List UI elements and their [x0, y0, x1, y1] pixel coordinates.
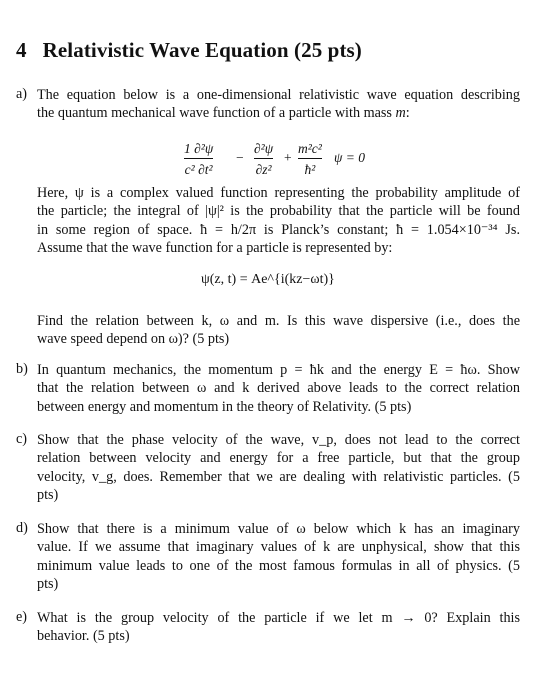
part-a-question — [37, 312, 520, 349]
eq-term-1: 1 ∂²ψ c² ∂t² — [184, 141, 214, 177]
part-c-line-3: velocity, v_g, does. Remember that we are dealing with relativistic particles. (5 — [37, 468, 520, 485]
part-e-line-2: behavior. (5 pts) — [37, 628, 130, 645]
part-b-label: b) — [16, 361, 28, 377]
part-a-question-line-2: wave speed depend on ω)? (5 pts) — [37, 331, 230, 348]
part-e-text — [37, 609, 520, 646]
part-d-line-4: pts) — [37, 576, 59, 593]
part-a-body-line-1: Here, ψ is a complex valued function representing the probability amplitude of — [37, 185, 520, 201]
part-a-intro-line-2: the quantum mechanical wave function of a particle with mass m: — [37, 105, 410, 122]
part-a-question-line-1: Find the relation between k, ω and m. Is this wave dispersive (i.e., does the — [37, 313, 520, 329]
part-c-line-4: pts) — [37, 487, 59, 504]
problem-number: 4 — [16, 38, 27, 62]
part-e-label: e) — [16, 609, 28, 625]
part-d-line-1: Show that there is a minimum value of ω below which k has an imaginary — [37, 521, 520, 537]
mass-symbol: m — [395, 105, 406, 122]
part-b-line-3: between energy and momentum in the theory of Relativity. (5 pts) — [37, 398, 412, 415]
eq-minus: − — [236, 150, 244, 165]
part-a-body-line-3: in some region of space. ħ = h/2π is Planck’s constant; ħ = 1.054×10⁻³⁴ Js. — [37, 221, 520, 238]
part-c-line-2: relation between velocity and energy for a free particle, but that the group — [37, 450, 520, 467]
problem-title: Relativistic Wave Equation (25 pts) — [42, 38, 362, 62]
eq-plus: + — [284, 150, 292, 165]
part-b-line-2: that the relation between ω and k derived above leads to the correct relation — [37, 380, 520, 397]
part-d-line-2: value. If we assume that imaginary values of k are unphysical, show that this — [37, 539, 520, 556]
part-a-label: a) — [16, 86, 28, 102]
part-c-line-1: Show that the phase velocity of the wave, v_p, does not lead to the correct — [37, 432, 520, 448]
eq-term-3: m²c² ħ² — [298, 141, 322, 177]
part-c-text — [37, 431, 520, 505]
part-a-body-line-4: Assume that the wave function for a particle is represented by: — [37, 240, 393, 257]
part-d-line-3: minimum value leads to one of the most famous formulas in all of physics. (5 — [37, 557, 520, 574]
part-d-label: d) — [16, 520, 28, 536]
part-a-body-line-2: the particle; the integral of |ψ|² is the probability that the particle will be found — [37, 203, 520, 220]
eq-tail: ψ = 0 — [334, 150, 365, 165]
part-a-body — [37, 184, 520, 258]
eq-term-2: ∂²ψ ∂z² — [254, 141, 274, 177]
problem-heading — [16, 38, 362, 63]
part-b-line-1: In quantum mechanics, the momentum p = ħk and the energy E = ħω. Show — [37, 362, 520, 378]
part-d-text — [37, 520, 520, 594]
part-c-label: c) — [16, 431, 28, 447]
part-b-text — [37, 361, 520, 416]
wavefunction-equation: ψ(z, t) = Ae^{i(kz−ωt)} — [201, 272, 335, 287]
part-a-intro-line-1: The equation below is a one-dimensional relativistic wave equation describing — [37, 87, 520, 103]
part-e-line-1: What is the group velocity of the particle if we let m → 0? Explain this — [37, 610, 520, 626]
part-a-intro — [37, 86, 520, 123]
